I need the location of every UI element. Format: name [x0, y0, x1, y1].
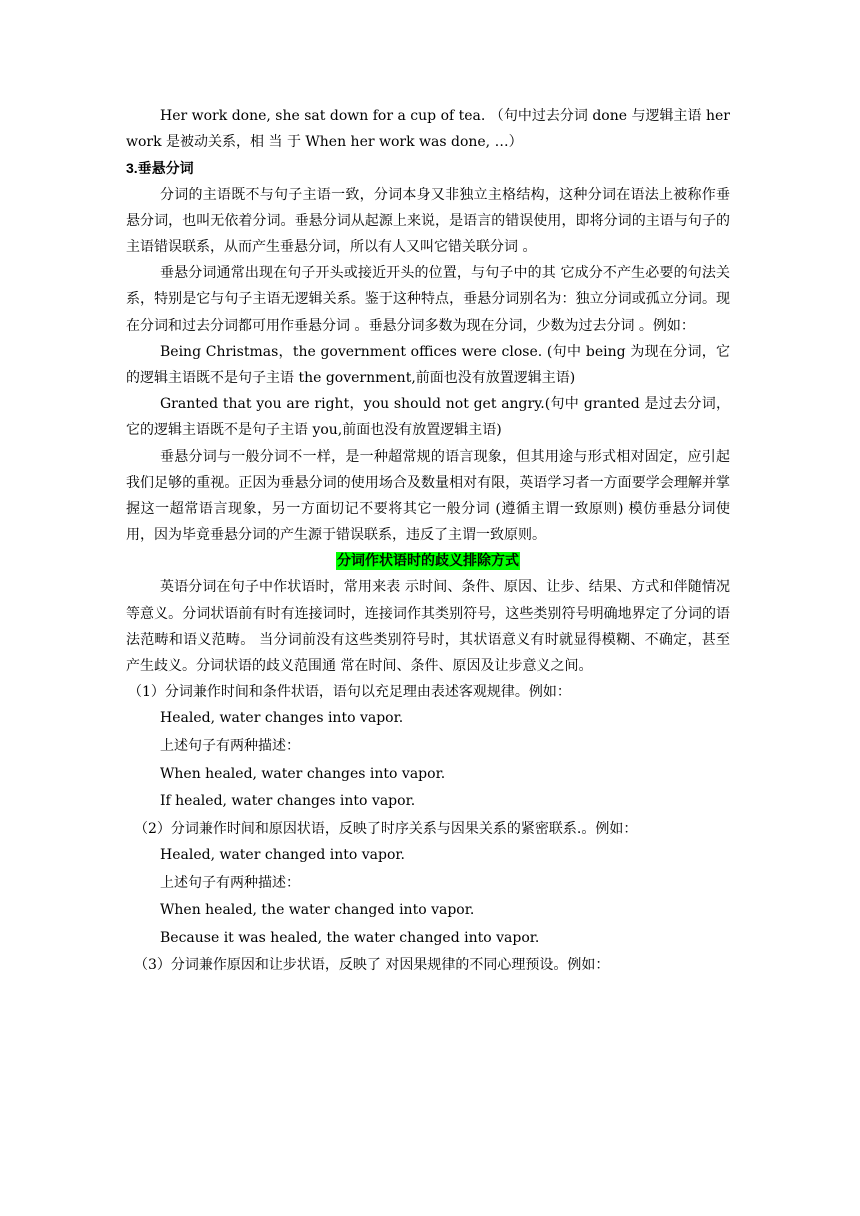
- paragraph-her-work-done: Her work done, she sat down for a cup of tea. （句中过去分词 done 与逻辑主语 her work 是被动关系，相 当 于 When her work was done, …）: [126, 108, 730, 151]
- paragraph-ambiguity-intro: 英语分词在句子中作状语时，常用来表 示时间、条件、原因、让步、结果、方式和伴随情况等意义。分词状语前有时有连接词时，连接词作其类别符号，这些类别符号明确地界定了分词的语法范畴和语义范畴。 当分词前没有这些类别符号时，其状语意义有时就显得模糊、不确定，甚至产生歧义。分词状语的歧义范围通 常在时间、条件、原因及让步意义之间。: [126, 579, 730, 675]
- section-title-ambiguity: [126, 548, 730, 574]
- paragraph-definition: 分词的主语既不与句子主语一致，分词本身又非独立主格结构，这种分词在语法上被称作垂悬分词，也叫无依着分词。垂悬分词从起源上来说，是语言的错误使用，即将分词的主语与句子的主语错误联系，从而产生垂悬分词，所以有人又叫它错关联分词 。: [126, 186, 730, 256]
- example-sentence: Because it was healed, the water changed into vapor.: [160, 929, 540, 946]
- example-sentence: If healed, water changes into vapor.: [160, 793, 416, 810]
- paragraph-usage-note: 垂悬分词与一般分词不一样，是一种超常规的语言现象，但其用途与形式相对固定，应引起我们足够的重视。正因为垂悬分词的使用场合及数量相对有限，英语学习者一方面要学会理解并掌握这一超常语言现象，另一方面切记不要将其它一般分词 (遵循主谓一致原则) 模仿垂悬分词使用，因为毕竟垂悬分词的产生源于错误联系，违反了主谓一致原则。: [126, 448, 730, 544]
- example-note: 上述句子有两种描述：: [160, 874, 300, 891]
- example-sentence: When healed, water changes into vapor.: [160, 765, 446, 782]
- example-sentence: When healed, the water changed into vapor.: [160, 902, 475, 919]
- list-item-1-label: （1）分词兼作时间和条件状语，语句以充足理由表述客观规律。例如：: [128, 684, 571, 701]
- list-item-2-label: （2）分词兼作时间和原因状语，反映了时序关系与因果关系的紧密联系.。例如：: [134, 820, 638, 837]
- example-sentence: Healed, water changes into vapor.: [160, 710, 404, 727]
- paragraph-example-christmas: Being Christmas，the government offices were close. (句中 being 为现在分词，它的逻辑主语既不是句子主语 the government,前面也没有放置逻辑主语): [126, 343, 730, 387]
- paragraph-example-granted: Granted that you are right，you should not get angry.(句中 granted 是过去分词， 它的逻辑主语既不是句子主语 you,前面也没有放置逻辑主语): [126, 396, 730, 439]
- paragraph-position: 垂悬分词通常出现在句子开头或接近开头的位置，与句子中的其 它成分不产生必要的句法关系，特别是它与句子主语无逻辑关系。鉴于这种特点，垂悬分词别名为：独立分词或孤立分词。现在分词和过去分词都可用作垂悬分词 。垂悬分词多数为现在分词，少数为过去分词 。例如：: [126, 265, 730, 334]
- section-heading-dangling-participle: 3.垂悬分词: [126, 160, 194, 177]
- highlighted-title-text: 分词作状语时的歧义排除方式: [337, 553, 519, 570]
- document-body: [126, 103, 730, 979]
- example-sentence: Healed, water changed into vapor.: [160, 847, 405, 864]
- example-note: 上述句子有两种描述：: [160, 738, 300, 755]
- list-item-3-label: （3）分词兼作原因和让步状语，反映了 对因果规律的不同心理预设。例如：: [134, 957, 610, 974]
